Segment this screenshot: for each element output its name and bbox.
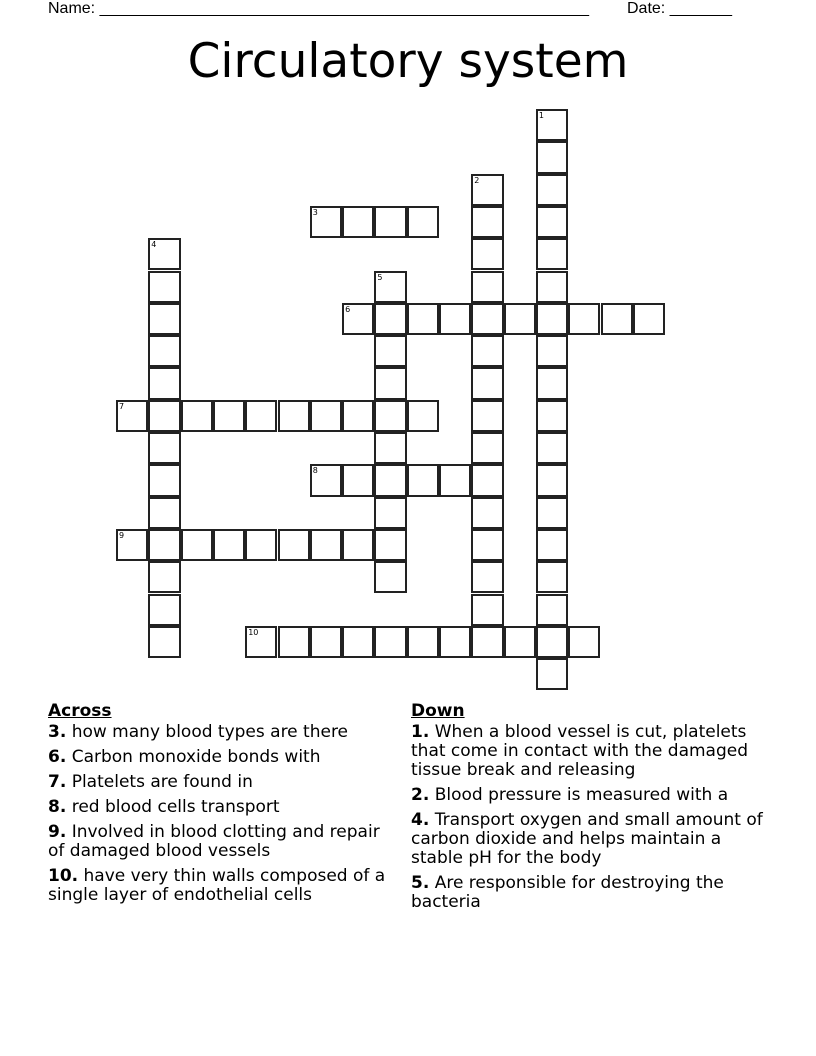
clue-down	[411, 811, 771, 868]
grid-cell[interactable]	[471, 271, 503, 303]
grid-cell[interactable]	[536, 400, 568, 432]
grid-cell[interactable]	[213, 400, 245, 432]
grid-cell[interactable]	[536, 497, 568, 529]
grid-cell[interactable]	[342, 529, 374, 561]
grid-cell[interactable]	[536, 658, 568, 690]
grid-cell[interactable]	[116, 529, 148, 561]
grid-cell[interactable]	[148, 335, 180, 367]
clue-text: Involved in blood clotting and repair of damaged blood vessels	[48, 822, 380, 861]
grid-cell[interactable]	[374, 271, 406, 303]
grid-cell[interactable]	[601, 303, 633, 335]
clue-across	[48, 748, 398, 767]
grid-cell[interactable]	[148, 238, 180, 270]
clue-text: Transport oxygen and small amount of carbon dioxide and helps maintain a stable pH for the body	[411, 810, 763, 868]
grid-cell[interactable]	[278, 626, 310, 658]
grid-cell[interactable]	[504, 303, 536, 335]
grid-cell[interactable]	[633, 303, 665, 335]
grid-cell[interactable]	[439, 464, 471, 496]
grid-cell[interactable]	[536, 109, 568, 141]
clue-number: 6.	[48, 747, 67, 767]
grid-cell[interactable]	[374, 529, 406, 561]
grid-cell[interactable]	[342, 303, 374, 335]
clue-text: Platelets are found in	[71, 772, 253, 792]
grid-cell[interactable]	[374, 464, 406, 496]
grid-cell[interactable]	[536, 529, 568, 561]
cell-number: 5	[377, 272, 383, 282]
grid-cell[interactable]	[374, 303, 406, 335]
clue-down	[411, 786, 771, 805]
grid-cell[interactable]	[536, 206, 568, 238]
grid-cell[interactable]	[536, 335, 568, 367]
grid-cell[interactable]	[148, 594, 180, 626]
grid-cell[interactable]	[471, 238, 503, 270]
grid-cell[interactable]	[342, 626, 374, 658]
grid-cell[interactable]	[148, 497, 180, 529]
grid-cell[interactable]	[374, 367, 406, 399]
grid-cell[interactable]	[471, 367, 503, 399]
grid-cell[interactable]	[374, 206, 406, 238]
grid-cell[interactable]	[148, 271, 180, 303]
grid-cell[interactable]	[374, 432, 406, 464]
clue-number: 10.	[48, 866, 79, 886]
clue-text: When a blood vessel is cut, platelets that come in contact with the damaged tissue break and releasing	[411, 722, 749, 780]
clue-down	[411, 723, 771, 780]
grid-cell[interactable]	[536, 174, 568, 206]
clue-number: 8.	[48, 797, 67, 817]
grid-cell[interactable]	[148, 303, 180, 335]
grid-cell[interactable]	[568, 626, 600, 658]
grid-cell[interactable]	[536, 141, 568, 173]
grid-cell[interactable]	[471, 529, 503, 561]
cell-number: 1	[538, 111, 544, 120]
clue-text: have very thin walls composed of a single layer of endothelial cells	[48, 866, 386, 905]
grid-cell[interactable]	[374, 335, 406, 367]
clue-number: 5.	[411, 873, 430, 893]
clue-across	[48, 773, 398, 792]
clue-text: Carbon monoxide bonds with	[71, 747, 321, 767]
cell-number: 9	[119, 530, 125, 540]
clue-number: 3.	[48, 722, 67, 742]
clue-text: how many blood types are there	[71, 722, 349, 742]
grid-cell[interactable]	[148, 367, 180, 399]
grid-cell[interactable]	[310, 464, 342, 496]
grid-cell[interactable]	[310, 529, 342, 561]
grid-cell[interactable]	[568, 303, 600, 335]
grid-cell[interactable]	[471, 335, 503, 367]
grid-cell[interactable]	[245, 529, 277, 561]
clue-down	[411, 874, 771, 912]
grid-cell[interactable]	[536, 561, 568, 593]
grid-cell[interactable]	[374, 561, 406, 593]
name-field-label: Name: _______________________________________________________	[48, 0, 589, 17]
grid-cell[interactable]	[245, 626, 277, 658]
clue-number: 7.	[48, 772, 67, 792]
down-heading: Down	[411, 701, 465, 721]
grid-cell[interactable]	[536, 432, 568, 464]
grid-cell[interactable]	[471, 206, 503, 238]
grid-cell[interactable]	[213, 529, 245, 561]
grid-cell[interactable]	[342, 400, 374, 432]
grid-cell[interactable]	[471, 432, 503, 464]
cell-number: 4	[151, 240, 157, 250]
page-title: Circulatory system	[187, 34, 629, 89]
grid-cell[interactable]	[536, 464, 568, 496]
grid-cell[interactable]	[536, 594, 568, 626]
cell-number: 3	[312, 207, 318, 217]
grid-cell[interactable]	[148, 529, 180, 561]
grid-cell[interactable]	[471, 497, 503, 529]
clue-across	[48, 798, 398, 817]
grid-cell[interactable]	[310, 400, 342, 432]
grid-cell[interactable]	[536, 626, 568, 658]
grid-cell[interactable]	[310, 626, 342, 658]
grid-cell[interactable]	[342, 464, 374, 496]
grid-cell[interactable]	[504, 626, 536, 658]
grid-cell[interactable]	[148, 561, 180, 593]
grid-cell[interactable]	[148, 400, 180, 432]
grid-cell[interactable]	[471, 561, 503, 593]
clue-number: 2.	[411, 785, 430, 805]
across-clues	[48, 702, 398, 911]
grid-cell[interactable]	[181, 529, 213, 561]
cell-number: 10	[248, 627, 259, 637]
grid-cell[interactable]	[471, 626, 503, 658]
clue-across	[48, 723, 398, 742]
grid-cell[interactable]	[310, 206, 342, 238]
grid-cell[interactable]	[278, 529, 310, 561]
grid-cell[interactable]	[439, 626, 471, 658]
grid-cell[interactable]	[342, 206, 374, 238]
clue-number: 1.	[411, 722, 430, 742]
across-heading: Across	[48, 701, 112, 721]
grid-cell[interactable]	[471, 400, 503, 432]
grid-cell[interactable]	[374, 626, 406, 658]
grid-cell[interactable]	[116, 400, 148, 432]
clue-number: 9.	[48, 822, 67, 842]
grid-cell[interactable]	[471, 174, 503, 206]
cell-number: 2	[474, 175, 480, 185]
clue-text: Are responsible for destroying the bacteria	[411, 873, 724, 912]
clue-across	[48, 867, 398, 905]
date-field-label: Date: _______	[627, 0, 732, 17]
grid-cell[interactable]	[536, 238, 568, 270]
grid-cell[interactable]	[148, 464, 180, 496]
clue-text: Blood pressure is measured with a	[434, 785, 729, 805]
grid-cell[interactable]	[471, 464, 503, 496]
grid-cell[interactable]	[536, 367, 568, 399]
down-clues	[411, 702, 771, 918]
grid-cell[interactable]	[536, 271, 568, 303]
grid-cell[interactable]	[407, 464, 439, 496]
grid-cell[interactable]	[148, 432, 180, 464]
clue-across	[48, 823, 398, 861]
grid-cell[interactable]	[407, 206, 439, 238]
grid-cell[interactable]	[536, 303, 568, 335]
grid-cell[interactable]	[181, 400, 213, 432]
clue-number: 4.	[411, 810, 430, 830]
grid-cell[interactable]	[374, 400, 406, 432]
grid-cell[interactable]	[278, 400, 310, 432]
clue-text: red blood cells transport	[71, 797, 280, 817]
cell-number: 7	[119, 401, 125, 411]
grid-cell[interactable]	[471, 303, 503, 335]
grid-cell[interactable]	[407, 400, 439, 432]
grid-cell[interactable]	[407, 626, 439, 658]
grid-cell[interactable]	[407, 303, 439, 335]
grid-cell[interactable]	[148, 626, 180, 658]
grid-cell[interactable]	[439, 303, 471, 335]
cell-number: 8	[312, 466, 318, 476]
grid-cell[interactable]	[374, 497, 406, 529]
cell-number: 6	[345, 304, 351, 314]
grid-cell[interactable]	[471, 594, 503, 626]
grid-cell[interactable]	[245, 400, 277, 432]
